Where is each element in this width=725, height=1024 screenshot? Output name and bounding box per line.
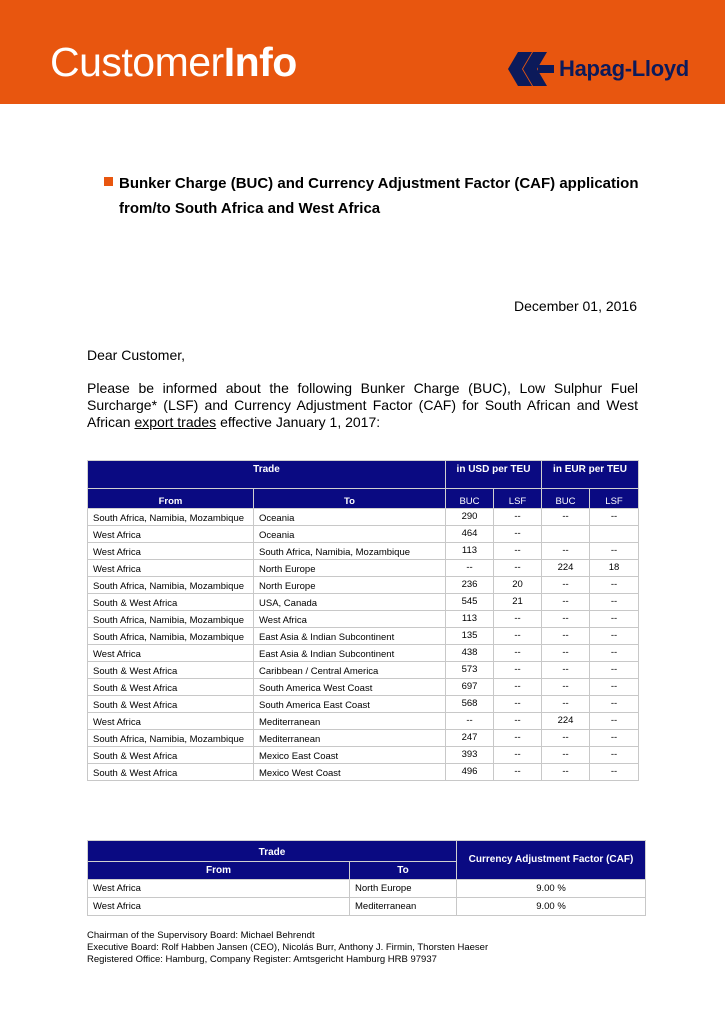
- table-row: [88, 628, 639, 645]
- cell-to: West Africa: [254, 611, 446, 628]
- cell-lsf-usd: --: [494, 764, 542, 781]
- cell-lsf-usd: --: [494, 543, 542, 560]
- cell-from: West Africa: [88, 898, 350, 916]
- header-buc-usd: BUC: [446, 489, 494, 509]
- cell-to: North Europe: [254, 560, 446, 577]
- table-row: [88, 730, 639, 747]
- cell-from: West Africa: [88, 560, 254, 577]
- cell-caf: 9.00 %: [457, 880, 646, 898]
- table-row: [88, 509, 639, 526]
- table-row: [88, 880, 646, 898]
- cell-from: South & West Africa: [88, 764, 254, 781]
- cell-buc-eur: [542, 526, 590, 543]
- cell-lsf-usd: --: [494, 560, 542, 577]
- cell-lsf-eur: --: [590, 764, 639, 781]
- cell-lsf-eur: --: [590, 645, 639, 662]
- cell-lsf-eur: 18: [590, 560, 639, 577]
- cell-to: Caribbean / Central America: [254, 662, 446, 679]
- cell-lsf-eur: --: [590, 594, 639, 611]
- cell-from: South Africa, Namibia, Mozambique: [88, 730, 254, 747]
- cell-from: South Africa, Namibia, Mozambique: [88, 509, 254, 526]
- cell-lsf-usd: --: [494, 611, 542, 628]
- cell-lsf-usd: --: [494, 713, 542, 730]
- cell-to: Mediterranean: [254, 730, 446, 747]
- cell-lsf-usd: --: [494, 747, 542, 764]
- cell-to: Mexico East Coast: [254, 747, 446, 764]
- cell-to: Mediterranean: [254, 713, 446, 730]
- table-row: [88, 560, 639, 577]
- cell-to: South America West Coast: [254, 679, 446, 696]
- logo-text: Hapag-Lloyd: [559, 56, 689, 81]
- logo-mark-icon: [508, 52, 554, 86]
- salutation: Dear Customer,: [87, 347, 186, 363]
- cell-buc-usd: 464: [446, 526, 494, 543]
- hapag-lloyd-logo: [508, 52, 703, 86]
- cell-lsf-usd: 20: [494, 577, 542, 594]
- table-row: [88, 645, 639, 662]
- brand-title-light: Customer: [50, 39, 224, 85]
- cell-lsf-eur: --: [590, 747, 639, 764]
- cell-buc-usd: 135: [446, 628, 494, 645]
- header-lsf-usd: LSF: [494, 489, 542, 509]
- cell-buc-eur: --: [542, 764, 590, 781]
- cell-to: Mexico West Coast: [254, 764, 446, 781]
- cell-lsf-eur: --: [590, 611, 639, 628]
- intro-before: Please be informed about the following Bunker Charge (BUC), Low Sulphur Fuel Surcharge* (LSF) and Currency Adjustment Factor (CAF) for South African and West African: [87, 380, 638, 430]
- brand-title: [50, 39, 297, 85]
- cell-lsf-usd: --: [494, 645, 542, 662]
- footer: [87, 930, 488, 966]
- cell-from: South & West Africa: [88, 696, 254, 713]
- cell-buc-usd: 247: [446, 730, 494, 747]
- square-bullet-icon: [104, 177, 113, 186]
- cell-lsf-usd: --: [494, 696, 542, 713]
- cell-to: South America East Coast: [254, 696, 446, 713]
- cell-buc-usd: 236: [446, 577, 494, 594]
- caf-header-to: To: [350, 862, 457, 880]
- intro-after: effective January 1, 2017:: [216, 414, 381, 430]
- cell-from: West Africa: [88, 645, 254, 662]
- intro-paragraph: [87, 380, 638, 431]
- cell-lsf-eur: --: [590, 577, 639, 594]
- table-row: [88, 577, 639, 594]
- header-buc-eur: BUC: [542, 489, 590, 509]
- cell-from: South Africa, Namibia, Mozambique: [88, 628, 254, 645]
- cell-buc-eur: --: [542, 628, 590, 645]
- cell-to: South Africa, Namibia, Mozambique: [254, 543, 446, 560]
- cell-buc-eur: --: [542, 509, 590, 526]
- cell-buc-eur: --: [542, 594, 590, 611]
- brand-title-bold: Info: [223, 39, 297, 85]
- header-trade: Trade: [88, 461, 446, 489]
- cell-from: West Africa: [88, 713, 254, 730]
- table-row: [88, 713, 639, 730]
- header-eur: in EUR per TEU: [542, 461, 639, 489]
- cell-to: East Asia & Indian Subcontinent: [254, 628, 446, 645]
- cell-to: East Asia & Indian Subcontinent: [254, 645, 446, 662]
- cell-buc-eur: 224: [542, 713, 590, 730]
- cell-buc-eur: --: [542, 730, 590, 747]
- cell-from: South Africa, Namibia, Mozambique: [88, 611, 254, 628]
- cell-buc-eur: --: [542, 747, 590, 764]
- cell-to: USA, Canada: [254, 594, 446, 611]
- header-banner: [0, 0, 725, 104]
- table-row: [88, 696, 639, 713]
- cell-lsf-eur: --: [590, 543, 639, 560]
- cell-buc-eur: --: [542, 696, 590, 713]
- export-trades-link: export trades: [134, 414, 217, 430]
- cell-from: South & West Africa: [88, 594, 254, 611]
- cell-to: North Europe: [254, 577, 446, 594]
- cell-buc-usd: --: [446, 713, 494, 730]
- cell-buc-usd: 113: [446, 543, 494, 560]
- cell-buc-eur: 224: [542, 560, 590, 577]
- cell-lsf-eur: --: [590, 679, 639, 696]
- cell-buc-usd: 438: [446, 645, 494, 662]
- caf-header-caf: Currency Adjustment Factor (CAF): [457, 841, 646, 880]
- header-from: From: [88, 489, 254, 509]
- table-row: [88, 526, 639, 543]
- footer-registered-office: Registered Office: Hamburg, Company Register: Amtsgericht Hamburg HRB 97937: [87, 954, 437, 965]
- bunker-table-body: [88, 509, 639, 781]
- cell-buc-usd: 113: [446, 611, 494, 628]
- cell-lsf-usd: --: [494, 526, 542, 543]
- cell-from: West Africa: [88, 526, 254, 543]
- bunker-charge-table: [87, 460, 639, 781]
- table-row: [88, 594, 639, 611]
- cell-buc-eur: --: [542, 645, 590, 662]
- header-to: To: [254, 489, 446, 509]
- cell-lsf-eur: --: [590, 509, 639, 526]
- footer-executive-board: Executive Board: Rolf Habben Jansen (CEO), Nicolás Burr, Anthony J. Firmin, Thorsten Haeser: [87, 942, 489, 953]
- cell-buc-usd: 496: [446, 764, 494, 781]
- cell-from: West Africa: [88, 880, 350, 898]
- cell-buc-eur: --: [542, 611, 590, 628]
- footer-supervisory-board: Chairman of the Supervisory Board: Michael Behrendt: [87, 930, 315, 941]
- table-row: [88, 764, 639, 781]
- cell-buc-usd: 290: [446, 509, 494, 526]
- table-row: [88, 543, 639, 560]
- caf-table-body: [88, 880, 646, 916]
- cell-lsf-usd: --: [494, 679, 542, 696]
- table-row: [88, 611, 639, 628]
- cell-from: West Africa: [88, 543, 254, 560]
- cell-buc-usd: --: [446, 560, 494, 577]
- cell-to: Mediterranean: [350, 898, 457, 916]
- caf-header-trade: Trade: [88, 841, 457, 862]
- cell-lsf-eur: --: [590, 628, 639, 645]
- cell-to: Oceania: [254, 526, 446, 543]
- cell-lsf-eur: [590, 526, 639, 543]
- letter-date: December 01, 2016: [514, 298, 637, 314]
- table-row: [88, 679, 639, 696]
- cell-buc-usd: 697: [446, 679, 494, 696]
- cell-lsf-usd: --: [494, 509, 542, 526]
- cell-lsf-usd: --: [494, 730, 542, 747]
- cell-buc-eur: --: [542, 543, 590, 560]
- cell-lsf-eur: --: [590, 662, 639, 679]
- cell-buc-eur: --: [542, 679, 590, 696]
- cell-lsf-eur: --: [590, 730, 639, 747]
- cell-from: South Africa, Namibia, Mozambique: [88, 577, 254, 594]
- cell-buc-usd: 393: [446, 747, 494, 764]
- cell-buc-eur: --: [542, 662, 590, 679]
- cell-buc-usd: 573: [446, 662, 494, 679]
- cell-from: South & West Africa: [88, 662, 254, 679]
- cell-to: North Europe: [350, 880, 457, 898]
- cell-from: South & West Africa: [88, 747, 254, 764]
- table-row: [88, 662, 639, 679]
- table-row: [88, 747, 639, 764]
- cell-lsf-usd: --: [494, 662, 542, 679]
- headline-text: Bunker Charge (BUC) and Currency Adjustment Factor (CAF) application from/to South Africa and West Africa: [119, 175, 639, 217]
- table-row: [88, 898, 646, 916]
- cell-buc-usd: 545: [446, 594, 494, 611]
- cell-lsf-usd: --: [494, 628, 542, 645]
- cell-to: Oceania: [254, 509, 446, 526]
- cell-lsf-eur: --: [590, 713, 639, 730]
- cell-lsf-eur: --: [590, 696, 639, 713]
- caf-table: [87, 840, 646, 916]
- cell-caf: 9.00 %: [457, 898, 646, 916]
- header-lsf-eur: LSF: [590, 489, 639, 509]
- header-usd: in USD per TEU: [446, 461, 542, 489]
- headline: [104, 171, 664, 221]
- caf-header-from: From: [88, 862, 350, 880]
- cell-from: South & West Africa: [88, 679, 254, 696]
- cell-buc-usd: 568: [446, 696, 494, 713]
- cell-lsf-usd: 21: [494, 594, 542, 611]
- cell-buc-eur: --: [542, 577, 590, 594]
